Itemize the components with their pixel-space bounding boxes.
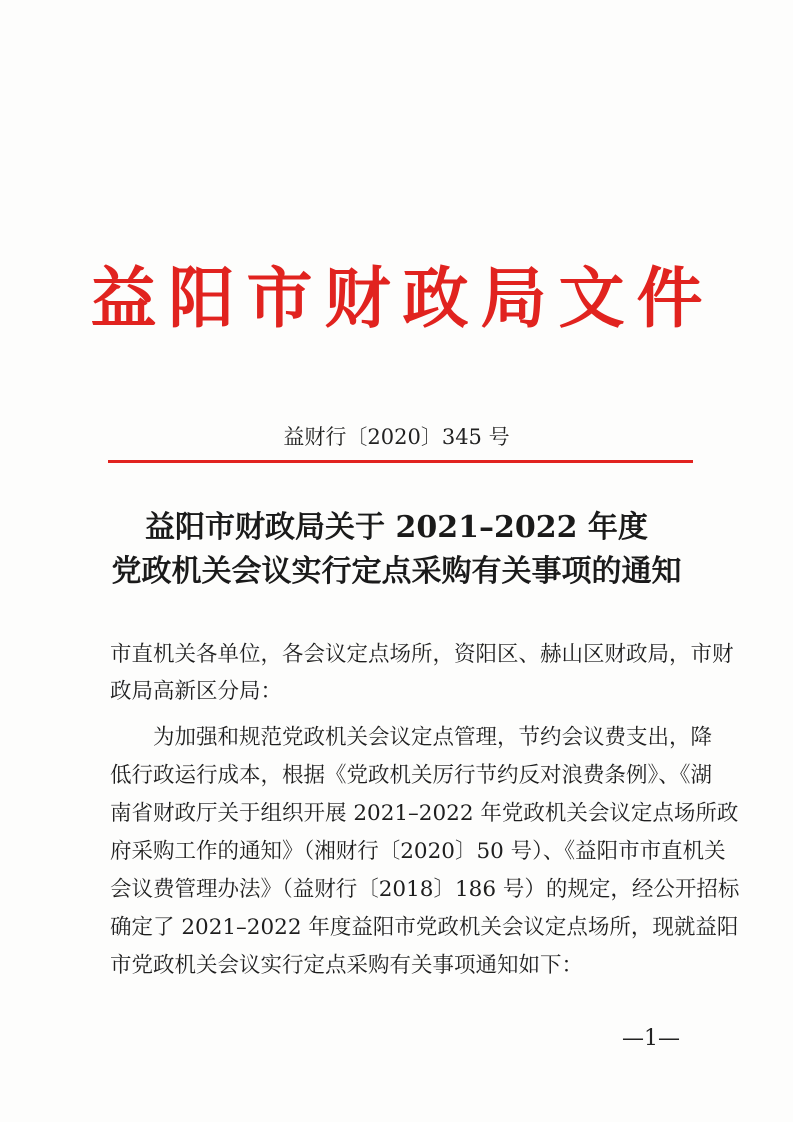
body-line-4: 低行政运行成本，根据《党政机关厉行节约反对浪费条例》、《湖 [110,763,713,788]
red-divider-line [108,460,693,463]
body-line-9: 市党政机关会议实行定点采购有关事项通知如下： [110,953,584,978]
body-line-6: 府采购工作的通知》（湘财行〔2020〕50 号）、《益阳市市直机关 [110,839,726,864]
page-number: —1— [622,1026,680,1051]
issuing-authority-title: 益阳市财政局文件 [90,259,715,337]
body-line-1: 市直机关各单位，各会议定点场所，资阳区、赫山区财政局，市财 [110,642,734,667]
body-line-8: 确定了 2021–2022 年度益阳市党政机关会议定点场所，现就益阳 [110,915,739,940]
body-line-2: 政局高新区分局： [110,679,283,704]
notice-title-line-1: 益阳市财政局关于 2021–2022 年度 [145,510,648,545]
body-line-5: 南省财政厅关于组织开展 2021–2022 年党政机关会议定点场所政 [110,801,739,826]
body-line-3: 为加强和规范党政机关会议定点管理，节约会议费支出，降 [110,725,713,750]
body-line-7: 会议费管理办法》（益财行〔2018〕186 号）的规定，经公开招标 [110,877,740,902]
notice-title-line-2: 党政机关会议实行定点采购有关事项的通知 [111,554,682,589]
document-number: 益财行〔2020〕345 号 [283,425,510,449]
